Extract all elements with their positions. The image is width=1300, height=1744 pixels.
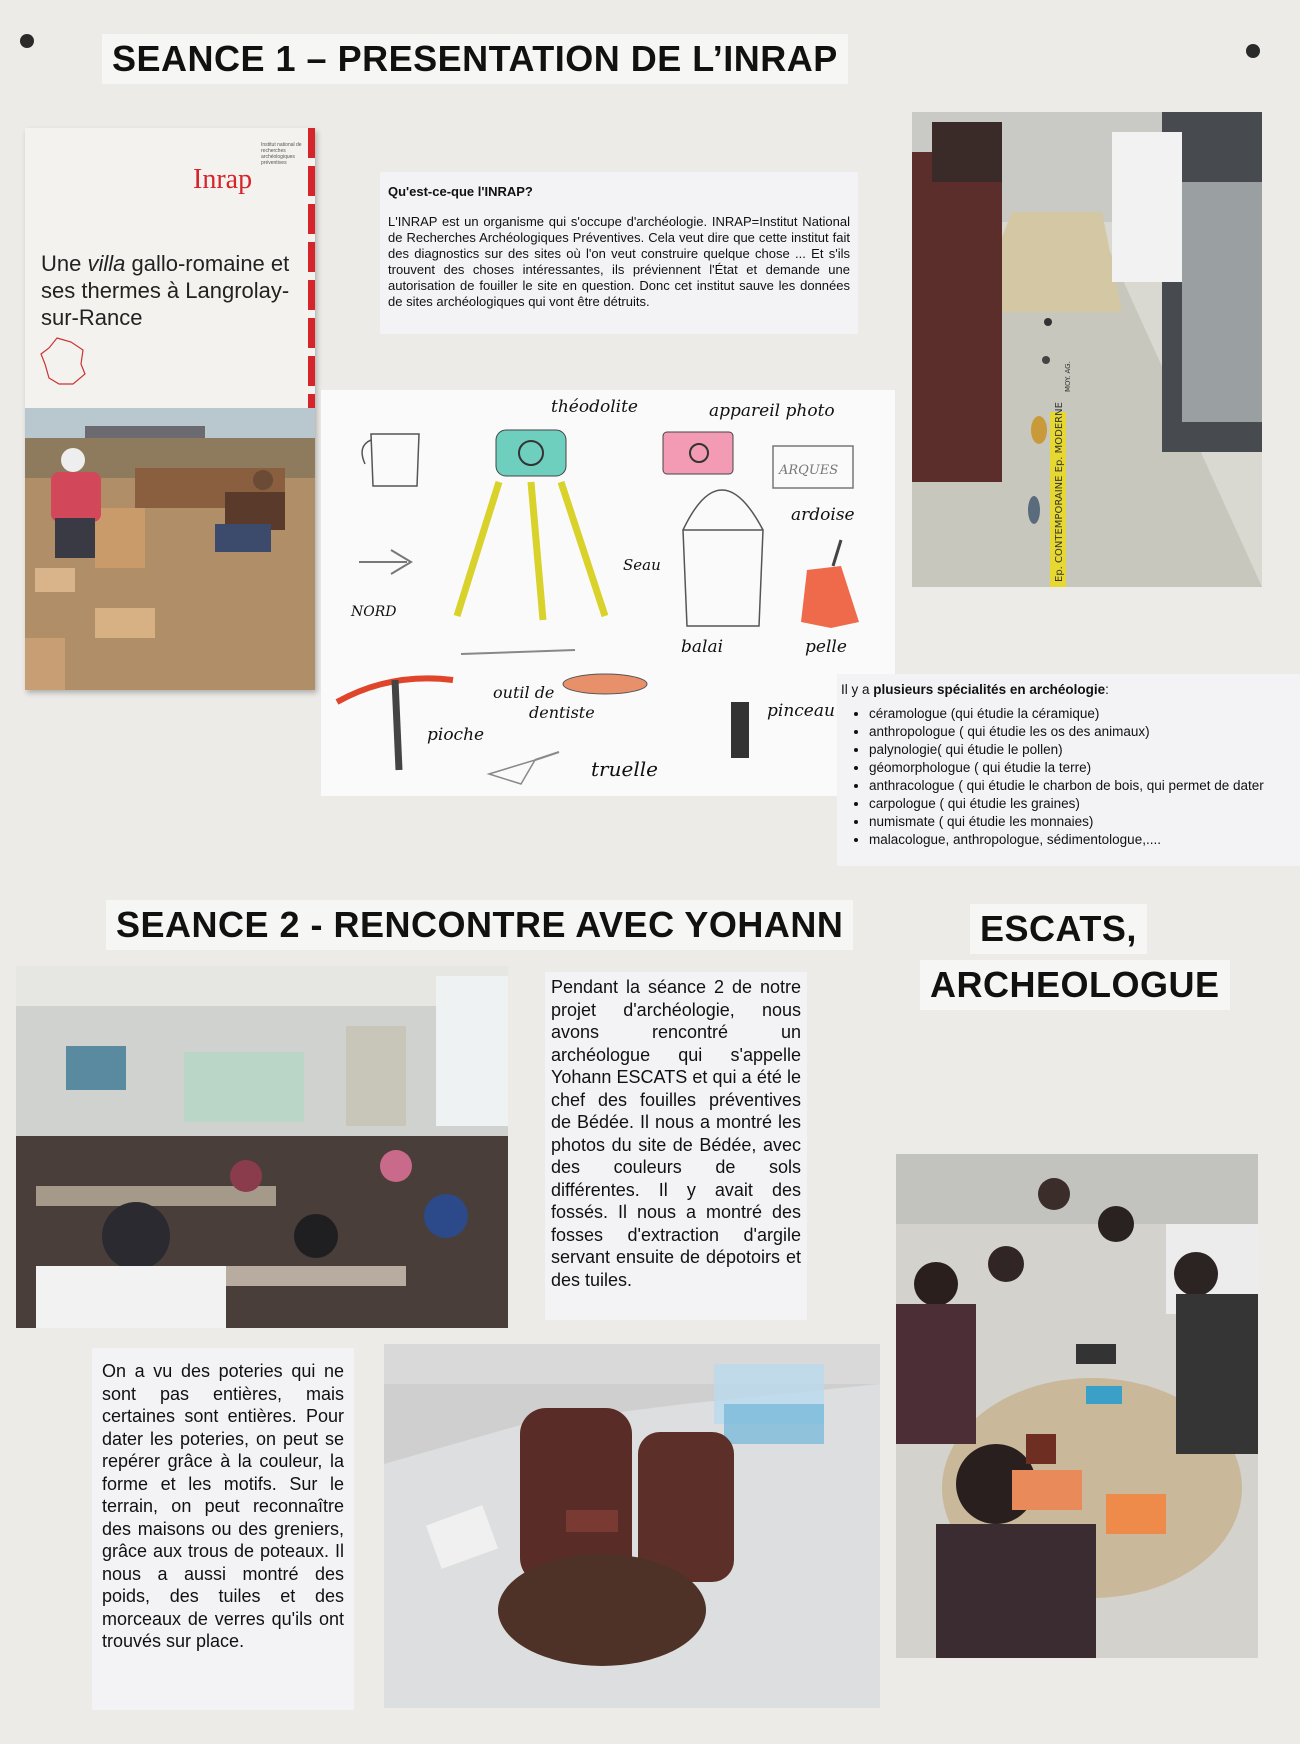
label-pinceau: pinceau (767, 701, 835, 721)
theodolite-icon (496, 430, 566, 476)
label-truelle: truelle (591, 757, 658, 781)
label-pioche: pioche (427, 725, 485, 745)
specialites-box (837, 674, 1300, 866)
seance2-title-line1b: ESCATS, (970, 904, 1147, 954)
list-item: • malacologue, anthropologue, sédimentologue,.... (869, 831, 1300, 849)
brochure-logo: Inrap (193, 164, 253, 195)
label-theodolite: théodolite (551, 397, 638, 417)
list-item: • céramologue (qui étudie la céramique) (869, 705, 1300, 723)
bucket-icon (683, 490, 763, 626)
list-item: • carpologue ( qui étudie les graines) (869, 795, 1300, 813)
tiles-photo (384, 1344, 880, 1708)
list-item: • numismate ( qui étudie les monnaies) (869, 813, 1300, 831)
truelle-icon (489, 760, 535, 784)
label-dentiste: dentiste (529, 703, 595, 722)
classroom-photo (16, 966, 508, 1328)
label-seau: Seau (623, 556, 661, 574)
drawing-svg (321, 390, 895, 796)
camera-icon (663, 432, 733, 474)
timeline-photo (912, 112, 1262, 587)
inrap-brochure (25, 128, 315, 690)
label-nord: NORD (351, 604, 397, 620)
brochure-title: Une villa gallo-romaine et ses thermes à Langrolay-sur-Rance (41, 251, 290, 330)
timeline-label: Ep. CONTEMPORAINE Ep. MODERNE (1054, 402, 1065, 582)
list-item: • palynologie( qui étudie le pollen) (869, 741, 1300, 759)
france-map-icon (37, 334, 93, 390)
pin-left (20, 34, 34, 48)
label-pelle: pelle (805, 637, 847, 657)
label-ardoise-text: ARQUES (779, 463, 839, 478)
label-ardoise: ardoise (791, 505, 855, 525)
inrap-paragraph: L'INRAP est un organisme qui s'occupe d'archéologie. INRAP=Institut National de Recherches Archéologiques Préventives. Cela veut dire que cette institut fait des diagnostics sur des sites où l'on veut construire quelque chose ... Et s'ils trouvent des choses intéressantes, ils préviennent l'État et demande une autorisation de fouiller le site en question. Donc cet institut sauve les données de sites archéologiques qui vont être détruits. (388, 214, 850, 309)
meeting-text: Pendant la séance 2 de notre projet d'archéologie, nous avons rencontré un archéologue qui s'appelle Yohann ESCATS et qui a été le chef des fouilles préventives de Bédée. Il nous a montré les photos du site de Bédée, avec des couleurs de sols différentes. Il y avait des fossés. Il nous a montré des fosses d'extraction d'argile servant ensuite de dépotoirs et des tuiles. (545, 972, 807, 1320)
inrap-heading: Qu'est-ce-que l'INRAP? (388, 184, 533, 199)
list-item: • anthracologue ( qui étudie le charbon de bois, qui permet de dater (869, 777, 1300, 795)
seance2-title-line2: ARCHEOLOGUE (920, 960, 1230, 1010)
pinceau-icon (731, 702, 749, 758)
brochure-red-edge (308, 128, 315, 418)
dentist-tool-icon (461, 650, 575, 654)
balai-icon (563, 674, 647, 694)
group-photo (896, 1154, 1258, 1658)
timeline-label-2: MOY. AG. (1064, 361, 1072, 392)
specialites-list (841, 705, 1300, 849)
label-outil: outil de (493, 683, 555, 702)
pin-right (1246, 44, 1260, 58)
brochure-logo-small: Institut national de recherches archéologiques préventives (261, 142, 302, 166)
seance1-title: SEANCE 1 – PRESENTATION DE L’INRAP (102, 34, 848, 84)
seance2-title-line1: SEANCE 2 - RENCONTRE AVEC YOHANN (106, 900, 853, 950)
inrap-definition-box (380, 172, 858, 334)
pelle-icon (801, 566, 859, 628)
label-balai: balai (681, 637, 724, 657)
label-appareil: appareil photo (709, 401, 835, 421)
specialites-intro: Il y a plusieurs spécialités en archéologie: (841, 682, 1109, 697)
north-arrow-icon (359, 550, 411, 574)
poteries-text: On a vu des poteries qui ne sont pas entières, mais certaines sont entières. Pour dater les poteries, on peut se repérer grâce à la couleur, la forme et les motifs. Sur le terrain, on peut reconnaître des maisons ou des greniers, grâce aux trous de poteaux. Il nous a aussi montré des poids, des tuiles et des morceaux de verres qu'ils ont trouvés sur place. (92, 1348, 354, 1710)
jug-icon (362, 434, 419, 486)
list-item: • géomorphologue ( qui étudie la terre) (869, 759, 1300, 777)
excavation-photo (25, 408, 315, 690)
list-item: • anthropologue ( qui étudie les os des animaux) (869, 723, 1300, 741)
tools-drawing (321, 390, 895, 796)
